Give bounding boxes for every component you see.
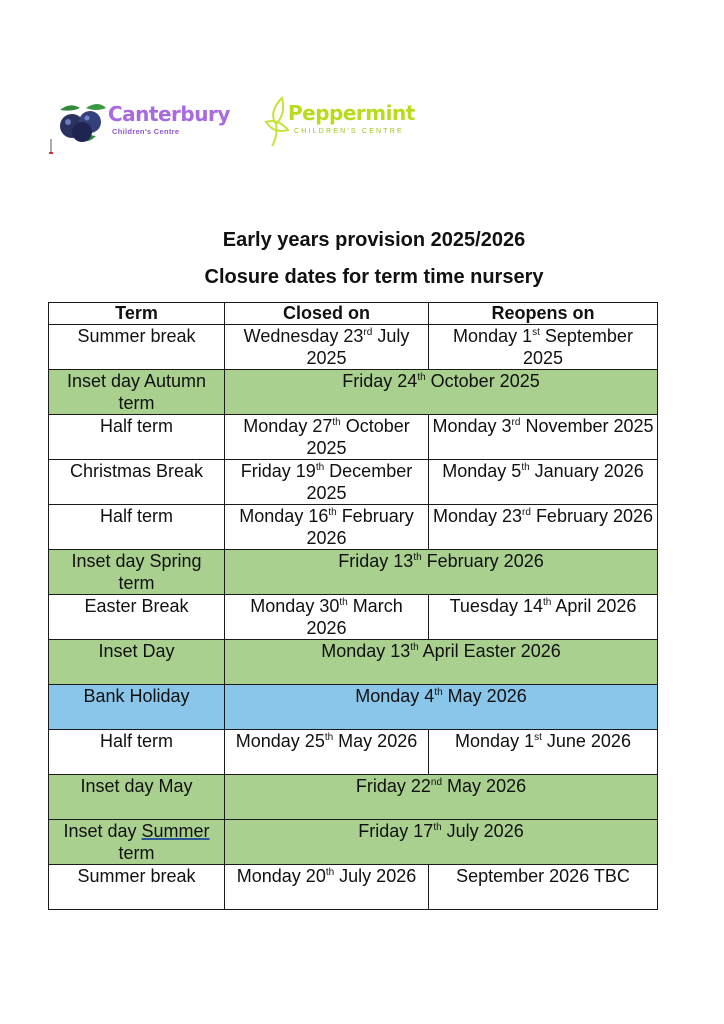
reopen-cell: Monday 23rd February 2026: [429, 505, 658, 550]
term-cell: Easter Break: [49, 595, 225, 640]
closure-dates-table: [48, 302, 658, 910]
peppermint-subtitle: CHILDREN'S CENTRE: [294, 128, 404, 135]
term-cell: Bank Holiday: [49, 685, 225, 730]
canterbury-subtitle: Children's Centre: [112, 127, 180, 136]
term-cell: Inset day Autumn term: [49, 370, 225, 415]
blueberry-icon: [56, 100, 108, 144]
reopen-cell: September 2026 TBC: [429, 865, 658, 910]
closure-date-cell: Friday 13th February 2026: [225, 550, 658, 595]
closed-cell: Monday 16th February 2026: [225, 505, 429, 550]
table-row: [49, 550, 658, 595]
table-row: [49, 685, 658, 730]
table-row: [49, 460, 658, 505]
table-row: [49, 730, 658, 775]
term-cell: Inset day Spring term: [49, 550, 225, 595]
closure-date-cell: Monday 4th May 2026: [225, 685, 658, 730]
term-cell: Half term: [49, 730, 225, 775]
document-subtitle: Closure dates for term time nursery: [204, 266, 544, 288]
table-row: [49, 640, 658, 685]
term-cell: Inset Day: [49, 640, 225, 685]
term-cell: Inset day Summer term: [49, 820, 225, 865]
peppermint-name: Peppermint: [288, 101, 415, 125]
reopen-cell: Monday 1st June 2026: [429, 730, 658, 775]
header-reopens-on: Reopens on: [429, 303, 658, 325]
table-row: [49, 415, 658, 460]
reopen-cell: Monday 1st September 2025: [429, 325, 658, 370]
canterbury-logo: [52, 96, 228, 146]
header-term: Term: [49, 303, 225, 325]
table-row: [49, 865, 658, 910]
closure-date-cell: Friday 17th July 2026: [225, 820, 658, 865]
table-row: [49, 370, 658, 415]
reopen-cell: Tuesday 14th April 2026: [429, 595, 658, 640]
table-row: [49, 820, 658, 865]
reopen-cell: Monday 5th January 2026: [429, 460, 658, 505]
table-row: [49, 325, 658, 370]
term-cell: Summer break: [49, 325, 225, 370]
header-closed-on: Closed on: [225, 303, 429, 325]
closure-date-cell: Friday 22nd May 2026: [225, 775, 658, 820]
closed-cell: Monday 27th October 2025: [225, 415, 429, 460]
document-title: Early years provision 2025/2026: [222, 229, 526, 251]
closed-cell: Monday 30th March 2026: [225, 595, 429, 640]
table-row: [49, 505, 658, 550]
spellcheck-underlined-word: Summer: [141, 821, 210, 841]
reopen-cell: Monday 3rd November 2025: [429, 415, 658, 460]
logo-bar: [52, 92, 415, 152]
term-cell: Half term: [49, 505, 225, 550]
closed-cell: Monday 25th May 2026: [225, 730, 429, 775]
peppermint-logo: [262, 94, 415, 150]
closed-cell: Friday 19th December 2025: [225, 460, 429, 505]
stray-mark-icon: [49, 139, 53, 155]
table-row: [49, 595, 658, 640]
closure-date-cell: Friday 24th October 2025: [225, 370, 658, 415]
closed-cell: Wednesday 23rd July 2025: [225, 325, 429, 370]
closed-cell: Monday 20th July 2026: [225, 865, 429, 910]
canterbury-name: Canterbury: [108, 102, 230, 126]
term-cell: Inset day May: [49, 775, 225, 820]
table-row: [49, 775, 658, 820]
term-cell: Half term: [49, 415, 225, 460]
term-cell: Christmas Break: [49, 460, 225, 505]
table-header-row: [49, 303, 658, 325]
term-cell: Summer break: [49, 865, 225, 910]
closure-date-cell: Monday 13th April Easter 2026: [225, 640, 658, 685]
